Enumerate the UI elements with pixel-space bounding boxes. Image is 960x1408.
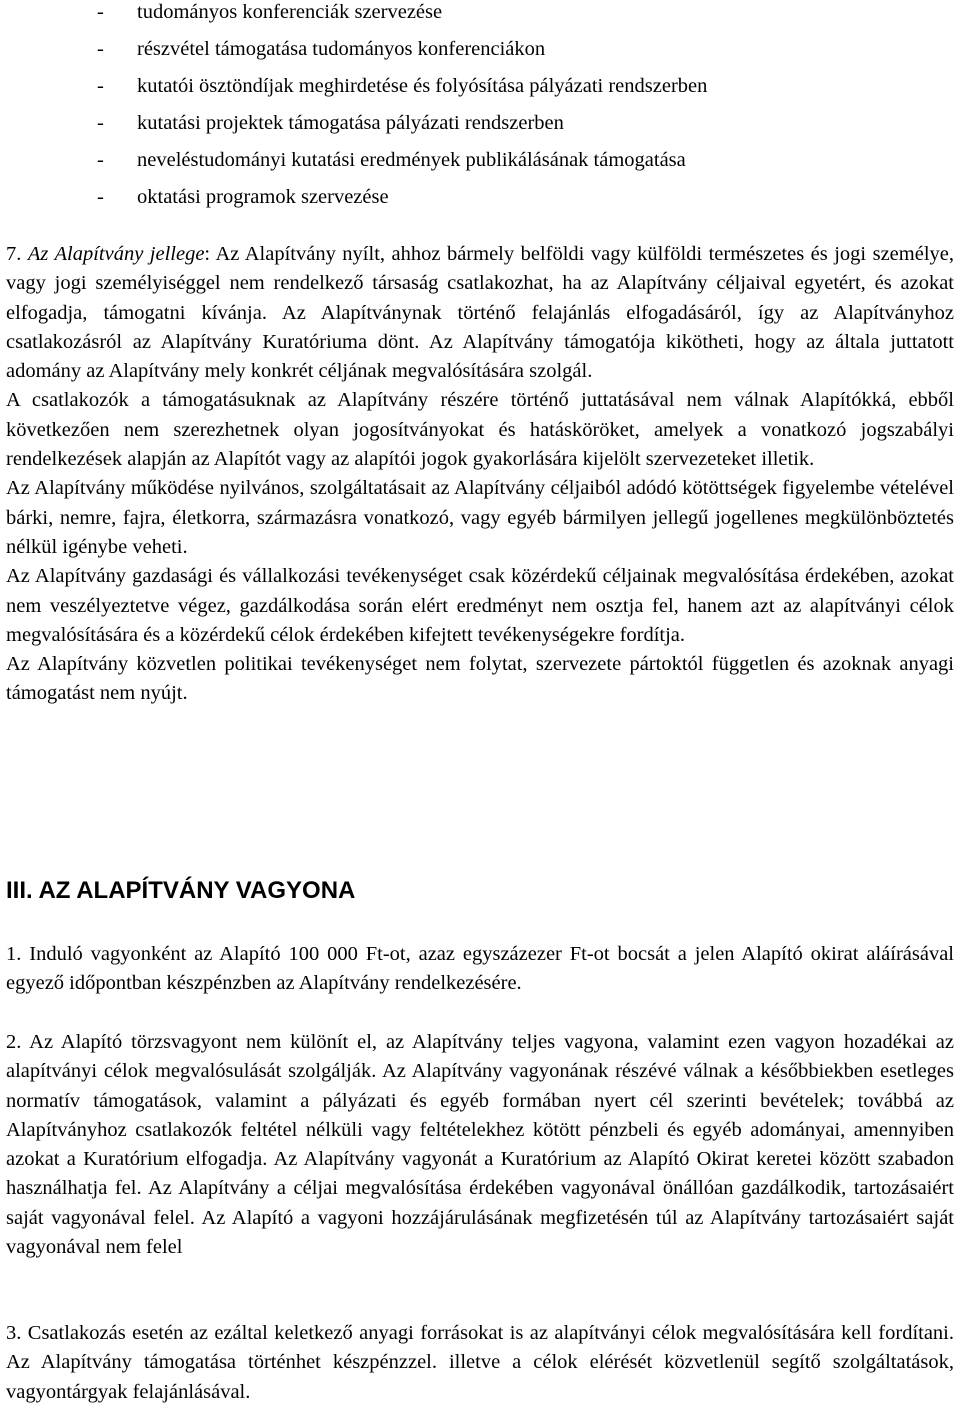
list-item-text: kutatási projektek támogatása pályázati rendszerben bbox=[137, 112, 564, 134]
bullet-dash: - bbox=[97, 112, 104, 134]
section-7-paragraph-2: A csatlakozók a támogatásuknak az Alapítvány részére történő juttatásával nem válnak Alapítókká, ebből következően nem szerezhetnek olyan jogosítványokat és hatásköröket, amelyek a vonatkozó jogszabályi rendelkezések alapján az Alapítót vagy az alapítói jogok gyakorlására kijelölt szervezeteket illetik. bbox=[6, 389, 954, 471]
list-item bbox=[97, 182, 389, 212]
section-7-paragraph-3: Az Alapítvány működése nyilvános, szolgáltatásait az Alapítvány céljaiból adódó kötöttségek figyelembe vételével bárki, nemre, fajra, életkorra, származásra vonatkozó, vagy egyéb bármilyen jellegű jogellenes megkülönböztetés nélkül igénybe veheti. bbox=[6, 477, 954, 558]
section-number: 7. bbox=[6, 243, 22, 265]
list-item bbox=[97, 71, 707, 101]
list-item bbox=[97, 108, 564, 138]
section-7-paragraph-4: Az Alapítvány gazdasági és vállalkozási tevékenységet csak közérdekű céljainak megvalósítása érdekében, azokat nem veszélyeztetve végez, gazdálkodása során elért eredményt nem osztja fel, hanem azt az alapítványi célok megvalósítására és a közérdekű célok érdekében kifejtett tevékenységekre fordítja. bbox=[6, 565, 954, 646]
section-7-text: Az Alapítvány nyílt, ahhoz bármely belföldi vagy külföldi természetes és jogi személye, vagy jogi személyiséggel nem rendelkező társaság csatlakozhat, ha az Alapítvány céljaival egyetért, és azokat elfogadja, támogatni kívánja. Az Alapítványnak történő felajánlás elfogadásáról, így az Alapítványhoz csatlakozásról az Alapítvány Kuratóriuma dönt. Az Alapítvány támogatója kikötheti, hogy az általa juttatott adomány az Alapítvány mely konkrét céljának megvalósítására szolgál. bbox=[6, 243, 954, 383]
list-item-text: oktatási programok szervezése bbox=[137, 186, 389, 208]
list-item-text: tudományos konferenciák szervezése bbox=[137, 1, 443, 23]
bullet-dash: - bbox=[97, 75, 104, 97]
section-7-paragraph-1 bbox=[6, 240, 954, 386]
section-heading: III. AZ ALAPÍTVÁNY VAGYONA bbox=[6, 877, 356, 904]
bullet-dash: - bbox=[97, 38, 104, 60]
section-3-item-3 bbox=[6, 1319, 954, 1407]
list-item-text: részvétel támogatása tudományos konferenciákon bbox=[137, 38, 546, 60]
section-title: Az Alapítvány jellege bbox=[27, 243, 205, 265]
section-7-paragraph-5: Az Alapítvány közvetlen politikai tevékenységet nem folytat, szervezete pártoktól független és azoknak anyagi támogatást nem nyújt. bbox=[6, 653, 954, 705]
list-item bbox=[97, 0, 442, 27]
list-item bbox=[97, 34, 545, 64]
section-7 bbox=[6, 240, 954, 709]
section-3-item-2 bbox=[6, 1028, 954, 1262]
paragraph: 1. Induló vagyonként az Alapító 100 000 Ft-ot, azaz egyszázezer Ft-ot bocsát a jelen Alapító okirat aláírásával egyező időpontban készpénzben az Alapítvány rendelkezésére. bbox=[6, 943, 954, 995]
list-item-text: kutatói ösztöndíjak meghirdetése és folyósítása pályázati rendszerben bbox=[137, 75, 708, 97]
list-item bbox=[97, 145, 686, 175]
section-3-item-1 bbox=[6, 940, 954, 999]
paragraph: 2. Az Alapító törzsvagyont nem különít el, az Alapítvány teljes vagyona, valamint ezen vagyon hozadékai az alapítványi célok megvalósulását szolgálják. Az Alapítvány vagyonának részévé válnak a későbbiekben esetleges normatív támogatások, valamint a pályázati és egyéb formában nyert cél szerinti bevételek; továbbá az Alapítványhoz csatlakozók feltétel nélküli vagy feltételekhez kötött pénzbeli és egyéb adományai, amennyiben azokat a Kuratórium elfogadja. Az Alapítvány vagyonát a Kuratórium az Alapító Okirat keretei között szabadon használhatja fel. Az Alapítvány a céljai megvalósítása érdekében vagyonával önállóan gazdálkodik, tartozásaiért saját vagyonával felel. Az Alapító a vagyoni hozzájárulásának megfizetésén túl az Alapítvány tartozásaiért saját vagyonával nem felel bbox=[6, 1031, 954, 1259]
bullet-dash: - bbox=[97, 1, 104, 23]
paragraph: 3. Csatlakozás esetén az ezáltal keletkező anyagi forrásokat is az alapítványi célok megvalósítására kell fordítani. Az Alapítvány támogatása történhet készpénzzel. illetve a célok elérését közvetlenül segítő szolgáltatások, vagyontárgyak felajánlásával. bbox=[6, 1322, 954, 1403]
section-title-colon: : bbox=[204, 243, 211, 265]
bullet-dash: - bbox=[97, 186, 104, 208]
bullet-dash: - bbox=[97, 149, 104, 171]
list-item-text: neveléstudományi kutatási eredmények publikálásának támogatása bbox=[137, 149, 686, 171]
